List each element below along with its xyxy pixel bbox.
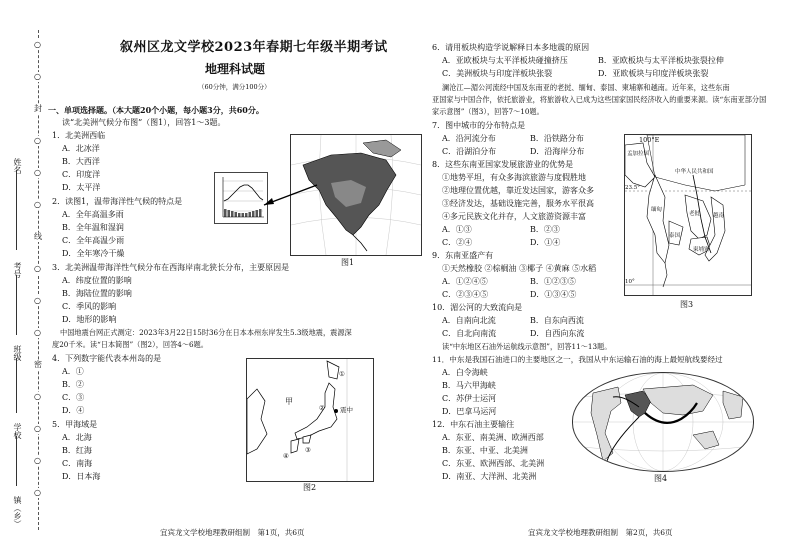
binding-cut-mark: 线	[34, 232, 42, 241]
q6-option-c: C．美洲板块与印度洋板块张裂	[442, 69, 553, 78]
binding-cut-mark: ○	[34, 328, 41, 337]
climate-chart-graphic	[215, 173, 267, 223]
q7-option-a: A．沿河流分布	[442, 134, 496, 143]
fig2-caption: 图2	[303, 483, 317, 492]
page2-footer: 宜宾龙文学校地理教研组制 第2页，共6页	[528, 528, 673, 537]
fig1-pointer-arrow	[262, 180, 322, 210]
q4-option-d: D．④	[62, 406, 85, 415]
q1-stem: 1．北美洲西临	[52, 131, 106, 140]
binding-label-school: 学校	[13, 423, 22, 439]
passage2-line3: 家示意图”（图3），回答7～10题。	[432, 107, 544, 116]
fig2-japan-map	[246, 358, 374, 482]
fig2-label-1: ①	[339, 370, 345, 378]
fig3-label-myanmar: 缅甸	[651, 207, 663, 213]
q8-item-1: ①地势平坦，有众多海滨旅游与度假胜地	[442, 173, 586, 182]
q4-option-c: C．③	[62, 393, 85, 402]
binding-cut-mark: ○	[34, 296, 41, 305]
fig3-label-thailand: 泰国	[669, 233, 681, 239]
fig2-label-3: ③	[305, 446, 311, 454]
binding-cut-mark: 封	[34, 104, 42, 113]
q5-stem: 5．甲海域是	[52, 420, 98, 429]
q8-option-c: C．②④	[442, 238, 473, 247]
q11-option-a: A．白令海峡	[442, 368, 488, 377]
q12-option-c: C．东亚、欧洲西部、北美洲	[442, 459, 545, 468]
binding-label-class: 班级	[13, 345, 22, 361]
q2-stem: 2．读图1，温带海洋性气候的特点是	[52, 197, 183, 206]
section-intro: 读“北美洲气候分布图”（图1），回答1～3题。	[62, 118, 226, 127]
q2-option-d: D．全年寒冷干燥	[62, 249, 125, 258]
q12-option-d: D．南亚、大洋洲、北美洲	[442, 472, 537, 481]
q9-option-d: D．①③④⑤	[530, 290, 577, 299]
exam-note: （60分钟，满分100分）	[198, 83, 271, 91]
world-map-graphic	[573, 373, 753, 471]
q8-item-2: ②地理位置优越，靠近发达国家，游客众多	[442, 186, 594, 195]
binding-cut-mark: ○	[34, 392, 41, 401]
q11-option-d: D．巴拿马运河	[442, 407, 497, 416]
binding-cut-mark: ○	[34, 40, 41, 49]
q7-option-c: C．沿湖泊分布	[442, 147, 497, 156]
exam-subtitle: 地理科试题	[205, 62, 266, 76]
q12-option-a: A．东亚、南美洲、欧洲西部	[442, 433, 544, 442]
q7-option-d: D．沿海岸分布	[530, 147, 585, 156]
fig2-label-sea-jia: 甲	[285, 397, 293, 406]
q4-stem: 4．下列数字能代表本州岛的是	[52, 354, 162, 363]
q10-option-a: A．自南向北流	[442, 316, 496, 325]
q6-option-d: D．亚欧板块与印度洋板块张裂	[598, 69, 709, 78]
fig2-label-epicenter: 震中	[340, 406, 353, 414]
fig2-label-2: ②	[319, 404, 325, 412]
q3-option-b: B．海陆位置的影响	[62, 289, 132, 298]
q10-option-d: D．自西向东流	[530, 329, 585, 338]
fig3-caption: 图3	[680, 300, 694, 309]
q1-option-d: D．太平洋	[62, 183, 101, 192]
passage2-line1: 澜沧江—湄公河流经中国及东南亚的老挝、缅甸、泰国、柬埔寨和越南。近年来，这些东南	[442, 83, 730, 92]
passage3: 读“中东地区石油外运航线示意图”，回答11～13题。	[442, 342, 612, 351]
fig2-label-4: ④	[283, 452, 289, 460]
fig3-label-tropic: 23.5°	[625, 185, 640, 191]
q11-option-c: C．苏伊士运河	[442, 394, 497, 403]
fig3-southeast-asia-map	[624, 134, 752, 296]
q5-option-c: C．南海	[62, 459, 93, 468]
q9-items: ①天然橡胶 ②棕榈油 ③椰子 ④黄麻 ⑤水稻	[442, 264, 597, 273]
q10-option-b: B．自东向西流	[530, 316, 584, 325]
q10-option-c: C．自北向南流	[442, 329, 497, 338]
q5-option-a: A．北海	[62, 433, 92, 442]
q3-option-a: A．纬度位置的影响	[62, 276, 132, 285]
passage2-line2: 亚国家与中国合作，依托旅游业，将旅游收入已成为这些国家国民经济收入的重要来源。读“东南亚部分国	[432, 95, 767, 104]
q8-option-a: A．①③	[442, 225, 472, 234]
q8-item-4: ④多元民族文化并存，人文旅游资源丰富	[442, 212, 586, 221]
q9-option-c: C．②③④⑤	[442, 290, 489, 299]
q8-option-d: D．①④	[530, 238, 561, 247]
q4-option-b: B．②	[62, 380, 84, 389]
fig1-climate-chart	[214, 172, 268, 224]
q7-option-b: B．沿铁路分布	[530, 134, 584, 143]
q2-option-c: C．全年高温少雨	[62, 236, 125, 245]
q9-option-a: A．①②④⑤	[442, 277, 488, 286]
q2-option-b: B．全年温和湿润	[62, 223, 124, 232]
fig3-label-vietnam: 越南	[713, 213, 725, 219]
q10-stem: 10．湄公河的大致流向是	[432, 303, 523, 312]
fig3-label-laos: 老挝	[689, 211, 701, 217]
q1-option-b: B．大西洋	[62, 157, 100, 166]
q8-item-3: ③经济发达，基础设施完善，服务水平很高	[442, 199, 594, 208]
exam-number-write-line	[16, 275, 18, 335]
fig3-label-100e: 100°E	[639, 136, 660, 144]
binding-cut-mark: ○	[34, 456, 41, 465]
binding-cut-mark: ○	[34, 72, 41, 81]
fig3-label-cambodia: 柬埔寨	[693, 247, 710, 253]
passage1-line2: 度20千米。读“日本简图”（图2），回答4～6题。	[52, 340, 208, 349]
class-write-line	[16, 358, 18, 413]
q6-stem: 6．请用板块构造学说解释日本多地震的原因	[432, 43, 590, 52]
binding-cut-mark: 密	[34, 360, 42, 369]
q1-option-c: C．印度洋	[62, 170, 101, 179]
fig3-label-bangladesh: 孟加拉国	[627, 151, 650, 157]
name-write-line	[16, 170, 18, 250]
binding-label-town: 镇（乡）	[13, 496, 22, 528]
passage1-line1: 中国地震台网正式测定：2023年3月22日15时36分在日本本州东岸发生5.3级地震，震源深	[60, 328, 352, 337]
q3-option-c: C．季风的影响	[62, 302, 117, 311]
q11-option-b: B．马六甲海峡	[442, 381, 496, 390]
q8-stem: 8．这些东南亚国家发展旅游业的优势是	[432, 160, 574, 169]
q12-option-b: B．东亚、中亚、北美洲	[442, 446, 528, 455]
q9-option-b: B．①②③⑤	[530, 277, 576, 286]
page1-footer: 宜宾龙文学校地理教研组制 第1页，共6页	[160, 528, 305, 537]
binding-label-name: 姓名	[13, 158, 22, 174]
fig4-caption: 图4	[654, 474, 668, 483]
binding-cut-mark: ○	[34, 168, 41, 177]
q1-option-a: A．北冰洋	[62, 144, 100, 153]
q9-stem: 9．东南亚盛产有	[432, 251, 494, 260]
q3-stem: 3．北美洲温带海洋性气候分布在西海岸南北狭长分布，主要原因是	[52, 263, 290, 272]
fig3-label-china: 中华人民共和国	[675, 169, 714, 175]
q5-option-b: B．红海	[62, 446, 92, 455]
binding-cut-mark: ○	[34, 264, 41, 273]
q4-option-a: A．①	[62, 367, 84, 376]
q8-option-b: B．②③	[530, 225, 560, 234]
japan-map-graphic	[247, 359, 373, 481]
exam-title: 叙州区龙文学校2023年春期七年级半期考试	[120, 40, 388, 55]
q5-option-d: D．日本海	[62, 472, 101, 481]
binding-cut-mark: ○	[34, 136, 41, 145]
binding-cut-mark: ○	[34, 488, 41, 497]
binding-cut-mark: ○	[34, 200, 41, 209]
binding-label-exam-number: 考号	[13, 262, 22, 278]
q6-option-b: B．亚欧板块与太平洋板块张裂拉伸	[598, 56, 724, 65]
school-write-line	[16, 436, 18, 486]
q6-option-a: A．亚欧板块与太平洋板块碰撞挤压	[442, 56, 568, 65]
q2-option-a: A．全年高温多雨	[62, 210, 124, 219]
q3-option-d: D．地形的影响	[62, 315, 117, 324]
binding-cut-mark: ○	[34, 424, 41, 433]
southeast-asia-map-graphic	[625, 135, 751, 295]
q11-stem: 11．中东是我国石油进口的主要地区之一，我国从中东运输石油的海上最短航线要经过	[432, 355, 723, 364]
section-heading: 一、单项选择题。（本大题20个小题，每小题3分，共60分。	[48, 105, 264, 115]
fig3-label-10deg: 10°	[625, 279, 635, 285]
q7-stem: 7．图中城市的分布特点是	[432, 121, 526, 130]
fig1-caption: 图1	[341, 258, 355, 267]
fig4-world-map	[572, 372, 754, 472]
q12-stem: 12．中东石油主要输往	[432, 420, 515, 429]
